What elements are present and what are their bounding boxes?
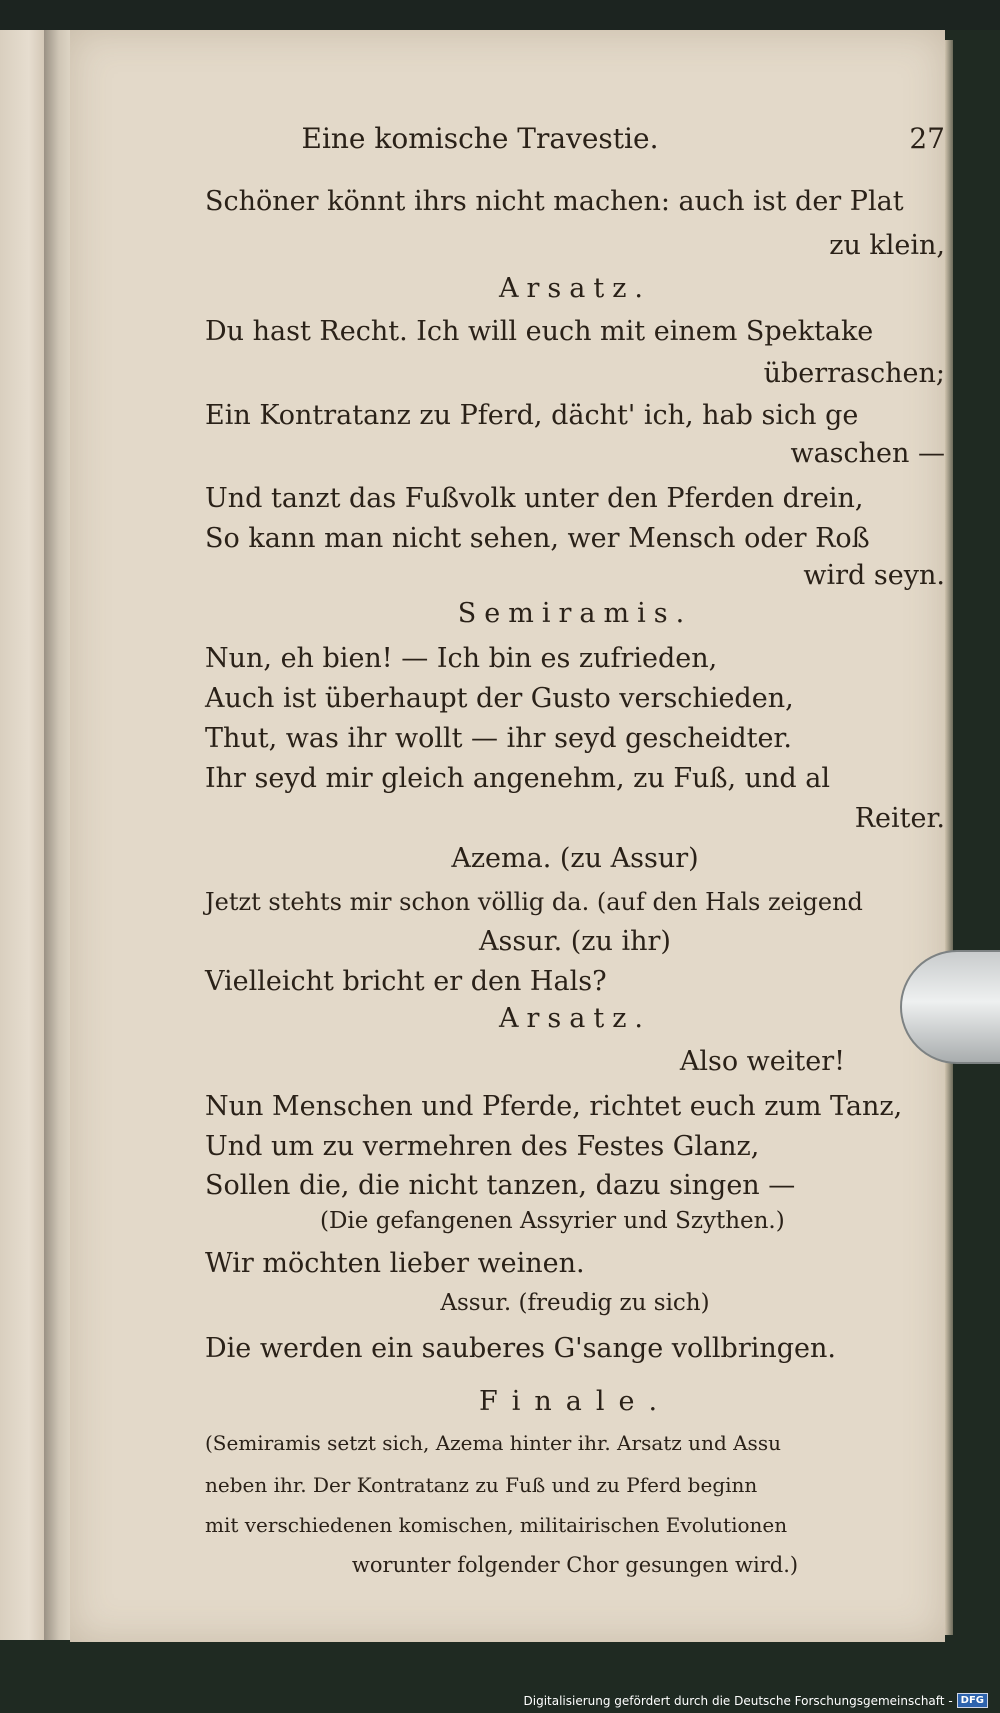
stage-direction: (Semiramis setzt sich, Azema hinter ihr. Arsatz und Assu <box>205 1431 781 1455</box>
verse-continuation: waschen — <box>790 438 945 469</box>
stage-direction: mit verschiedenen komischen, militairischen Evolutionen <box>205 1513 788 1537</box>
verse-line: Jetzt stehts mir schon völlig da. (auf den Hals zeigend <box>205 888 863 916</box>
verse-line: Auch ist überhaupt der Gusto verschieden, <box>205 683 794 714</box>
verse-line: Schöner könnt ihrs nicht machen: auch ist der Plat <box>205 186 904 217</box>
verse-line: Vielleicht bricht er den Hals? <box>205 966 607 997</box>
dfg-logo: DFG <box>957 1693 988 1708</box>
stage-direction: (Die gefangenen Assyrier und Szythen.) <box>320 1208 785 1234</box>
stage-direction: worunter folgender Chor gesungen wird.) <box>351 1553 799 1577</box>
verse-line: Und um zu vermehren des Festes Glanz, <box>205 1131 760 1162</box>
left-page-edge <box>0 30 48 1640</box>
running-head: Eine komische Travestie. <box>301 122 659 155</box>
verse-continuation: Also weiter! <box>679 1046 845 1077</box>
verse-line: Und tanzt das Fußvolk unter den Pferden drein, <box>205 483 864 514</box>
page-number: 27 <box>909 122 945 155</box>
speaker-name: Assur. (zu ihr) <box>479 926 671 957</box>
speaker-name: Arsatz. <box>498 273 652 304</box>
page-edge-shadow <box>945 40 953 1635</box>
speaker-name: Arsatz. <box>498 1003 652 1034</box>
stage-direction: neben ihr. Der Kontratanz zu Fuß und zu Pferd beginn <box>205 1473 758 1497</box>
verse-line: Wir möchten lieber weinen. <box>205 1248 585 1279</box>
verse-line: Die werden ein sauberes G'sange vollbringen. <box>205 1333 836 1364</box>
footer-credit: Digitalisierung gefördert durch die Deutsche Forschungsgemeinschaft - <box>523 1693 953 1708</box>
speaker-name: Assur. (freudig zu sich) <box>440 1290 710 1316</box>
verse-line: Ihr seyd mir gleich angenehm, zu Fuß, und al <box>205 763 831 794</box>
section-title: Finale. <box>478 1386 672 1417</box>
verse-continuation: überraschen; <box>763 358 945 389</box>
footer <box>524 1693 989 1708</box>
verse-continuation: wird seyn. <box>803 560 945 591</box>
speaker-name: Azema. (zu Assur) <box>451 843 699 874</box>
scan-background <box>0 0 1000 30</box>
verse-line: Thut, was ihr wollt — ihr seyd gescheidter. <box>205 723 792 754</box>
verse-continuation: Reiter. <box>854 803 945 834</box>
verse-line: Ein Kontratanz zu Pferd, dächt' ich, hab sich ge <box>205 400 859 431</box>
verse-line: Nun, eh bien! — Ich bin es zufrieden, <box>205 643 718 674</box>
verse-line: So kann man nicht sehen, wer Mensch oder Roß <box>205 523 870 554</box>
verse-line: Sollen die, die nicht tanzen, dazu singen — <box>205 1170 796 1201</box>
verse-line: Nun Menschen und Pferde, richtet euch zum Tanz, <box>205 1091 903 1122</box>
verse-continuation: zu klein, <box>829 230 945 261</box>
speaker-name: Semiramis. <box>457 598 693 629</box>
verse-line: Du hast Recht. Ich will euch mit einem Spektake <box>205 316 874 347</box>
